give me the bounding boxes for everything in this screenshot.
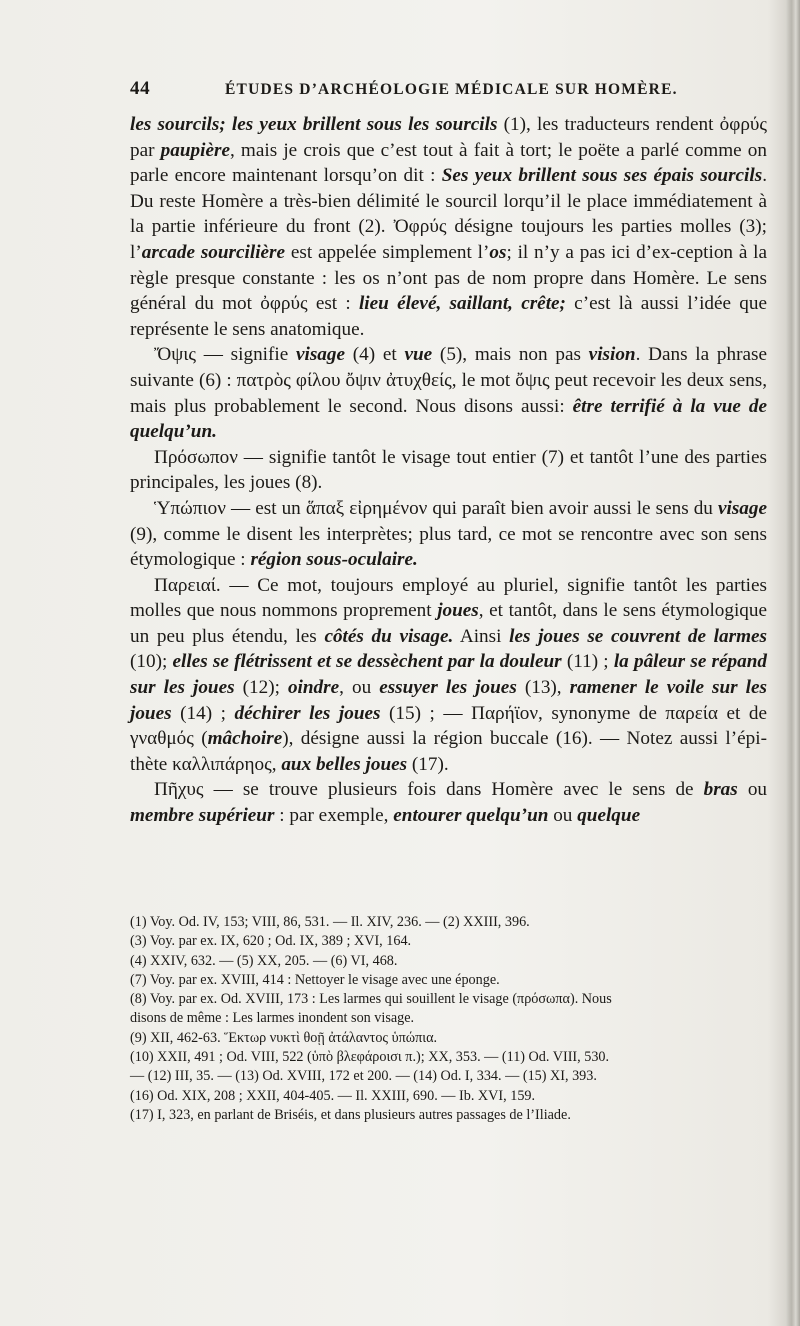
emphasis-text: elles se flétrissent et se dessèchent par la douleur — [172, 651, 562, 673]
footnote-line: disons de même : Les larmes inondent son visage. — [130, 1010, 415, 1027]
paragraph — [130, 112, 767, 342]
emphasis-text: bras — [703, 779, 738, 801]
emphasis-text: vue — [404, 344, 433, 366]
paragraph — [130, 573, 767, 778]
page-edge — [786, 0, 800, 1326]
text-run: , mais je crois que c’est tout à fait à tort; le poëte a parlé comme on parle encore maintenant lorsqu’on dit : — [130, 139, 767, 187]
page-number: 44 — [130, 78, 151, 99]
footnote-line: (10) XXII, 491 ; Od. VIII, 522 (ὑπὸ βλεφάροισι π.); XX, 353. — (11) Od. VIII, 530. — [130, 1049, 610, 1066]
emphasis-text: la pâleur se répand sur les joues — [130, 651, 767, 699]
emphasis-text: visage — [717, 497, 767, 519]
text-run: Παρειαί. — Ce mot, toujours employé au pluriel, signifie tantôt les parties molles que nous nommons proprement — [130, 574, 767, 622]
emphasis-text: Ses yeux brillent sous ses épais sourcils — [441, 165, 763, 187]
text-run: (14) ; — [171, 702, 235, 724]
text-run: (5), mais non pas — [432, 344, 589, 366]
text-run: Πῆχυς — se trouve plusieurs fois dans Homère avec le sens de — [154, 779, 704, 801]
main-text — [130, 112, 767, 829]
text-run: (9), comme le disent les interprètes; plus tard, ce mot se rencontre avec son sens étymologique : — [130, 523, 767, 571]
emphasis-text: oindre — [287, 677, 340, 699]
text-run: (10); — [130, 651, 173, 673]
emphasis-text: les sourcils; les yeux brillent sous les sourcils — [130, 114, 498, 135]
emphasis-text: quelque — [577, 805, 641, 827]
footnote-line: (17) I, 323, en parlant de Briséis, et dans plusieurs autres passages de l’Iliade. — [130, 1106, 571, 1123]
text-run: ; il n’y a pas ici d’ex-ception à la règle presque constante : les os n’ont pas de nom propre dans Homère. Le sens général du mot ὀφρύς est : — [130, 241, 767, 315]
emphasis-text: membre supérieur — [130, 805, 275, 827]
emphasis-text: joues — [437, 600, 479, 622]
emphasis-text: os — [489, 241, 507, 263]
text-run: ), désigne aussi la région buccale (16). — Notez aussi l’épi-thète καλλιπάρηος, — [130, 728, 767, 775]
paragraph — [130, 777, 767, 828]
paragraph — [130, 496, 767, 573]
text-run: est appelée simplement l’ — [285, 241, 490, 263]
emphasis-text: déchirer les joues — [234, 702, 381, 724]
text-run: Ὄψις — signifie — [154, 344, 296, 366]
text-run: , ou — [339, 677, 380, 699]
footnote-line: (3) Voy. par ex. IX, 620 ; Od. IX, 389 ; XVI, 164. — [130, 933, 412, 950]
text-run: (1), les traducteurs rendent ὀφρύς par — [130, 114, 767, 161]
emphasis-text: aux belles joues — [281, 753, 408, 775]
page-header — [130, 78, 770, 102]
emphasis-text: arcade sourcilière — [141, 241, 286, 263]
text-run: (12); — [234, 677, 288, 699]
emphasis-text: ramener le voile sur les joues — [130, 677, 767, 724]
emphasis-text: lieu élevé, saillant, crête; — [358, 293, 566, 315]
footnote-line: (8) Voy. par ex. Od. XVIII, 173 : Les larmes qui souillent le visage (πρόσωπα). Nous — [130, 991, 612, 1008]
text-run: (11) ; — [561, 651, 614, 673]
emphasis-text: région sous-oculaire. — [250, 549, 418, 571]
text-run: c’est là aussi l’idée que représente le sens anatomique. — [130, 293, 767, 340]
footnote-line: (1) Voy. Od. IV, 153; VIII, 86, 531. — Il. XIV, 236. — (2) XXIII, 396. — [130, 914, 530, 930]
emphasis-text: essuyer les joues — [379, 677, 517, 699]
text-run: (17). — [407, 753, 449, 775]
emphasis-text: être terrifié à la vue de quelqu’un. — [130, 395, 767, 443]
text-run: Πρόσωπον — signifie tantôt le visage tout entier (7) et tantôt l’une des parties principales, les joues (8). — [130, 446, 767, 494]
text-run: (13), — [516, 677, 570, 699]
text-run: . Du reste Homère a très-bien délimité le sourcil lorqu’il le place immédiatement à la partie inférieure du front (2). Ὀφρύς désigne toujours les parties molles (3); l’ — [130, 165, 767, 263]
emphasis-text: paupière — [160, 139, 230, 161]
text-run: ou — [737, 779, 767, 801]
emphasis-text: entourer quelqu’un — [393, 805, 549, 827]
text-run: : par exemple, — [274, 805, 394, 827]
footnotes — [130, 913, 770, 1125]
emphasis-text: mâchoire — [207, 728, 283, 750]
footnote-line: — (12) III, 35. — (13) Od. XVIII, 172 et 200. — (14) Od. I, 334. — (15) XI, 393. — [130, 1068, 597, 1085]
running-title: ÉTUDES D’ARCHÉOLOGIE MÉDICALE SUR HOMÈRE. — [225, 81, 678, 98]
footnote-line: (7) Voy. par ex. XVIII, 414 : Nettoyer le visage avec une éponge. — [130, 971, 500, 988]
emphasis-text: vision — [588, 344, 636, 366]
text-run: Ainsi — [453, 625, 510, 647]
footnote-line: (9) XII, 462-63. Ἕκτωρ νυκτὶ θοῇ ἀτάλαντος ὑπώπια. — [130, 1029, 438, 1046]
text-run: Ὑπώπιον — est un ἅπαξ εἰρημένον qui paraît bien avoir aussi le sens du — [154, 497, 718, 519]
paragraph — [130, 445, 767, 496]
text-run: (15) ; — Παρήϊον, synonyme de παρεία et de γναθμός ( — [130, 702, 767, 750]
text-run: (4) et — [345, 344, 405, 366]
emphasis-text: les joues se couvrent de larmes — [509, 625, 767, 647]
paragraph — [130, 342, 767, 444]
footnote-line: (16) Od. XIX, 208 ; XXII, 404-405. — Il. XXIII, 690. — Ib. XVI, 159. — [130, 1087, 536, 1104]
emphasis-text: visage — [295, 344, 346, 366]
footnote-line: (4) XXIV, 632. — (5) XX, 205. — (6) VI, 468. — [130, 952, 398, 969]
text-run: ou — [548, 805, 578, 827]
text-run: , et tantôt, dans le sens étymologique un peu plus étendu, les — [130, 600, 768, 647]
text-run: . Dans la phrase suivante (6) : πατρὸς φίλου ὄψιν ἀτυχθείς, le mot ὄψις peut recevoir les deux sens, mais plus probablement le second. Nous disons aussi: — [130, 344, 767, 417]
emphasis-text: côtés du visage. — [324, 625, 454, 647]
